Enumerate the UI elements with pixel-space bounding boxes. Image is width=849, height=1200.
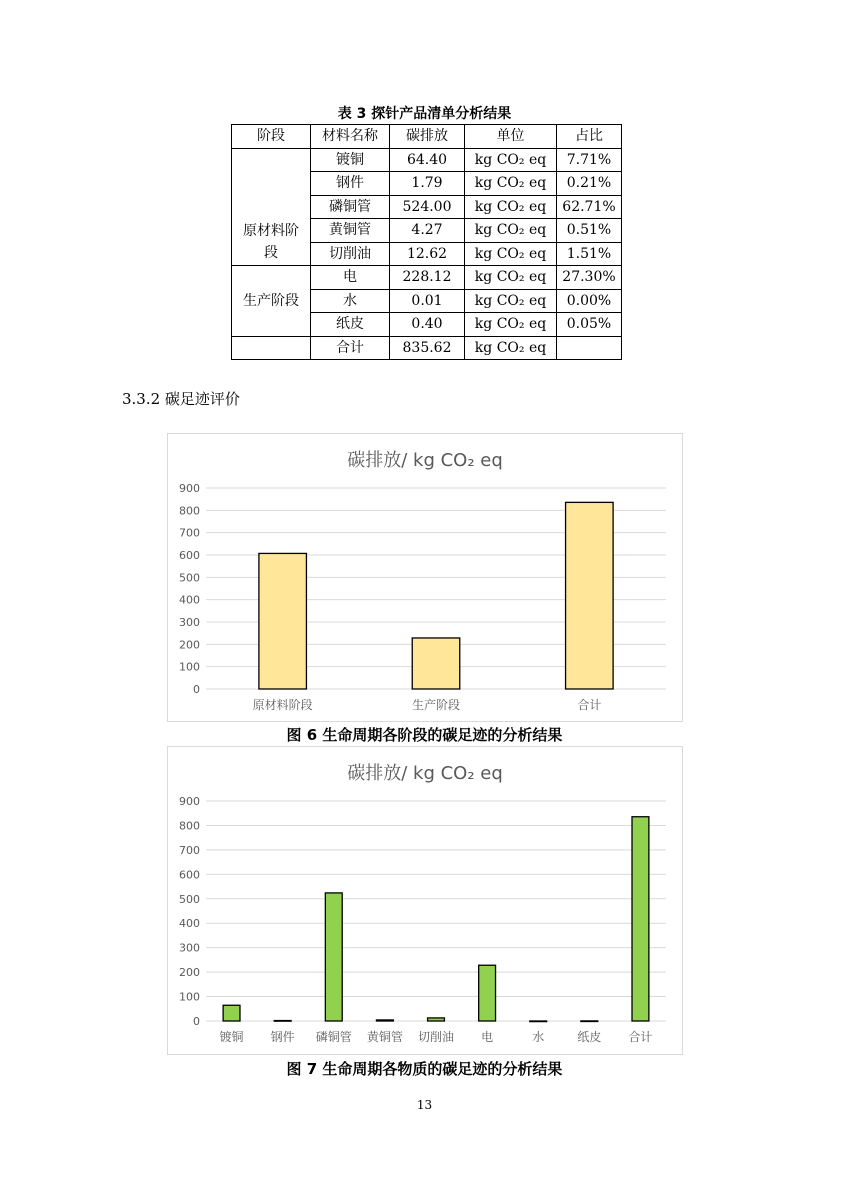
share-cell: 1.51% [557,242,622,266]
bar [223,1005,240,1021]
y-tick-label: 100 [179,990,200,1004]
y-tick-label: 200 [179,966,200,980]
header-cell: 阶段 [232,125,311,149]
section-heading: 3.3.2 碳足迹评价 [122,390,240,408]
x-tick-label: 合计 [628,1030,653,1044]
header-cell: 碳排放 [390,125,465,149]
unit-cell: kg CO₂ eq [465,313,557,337]
share-cell: 0.00% [557,289,622,313]
y-tick-label: 400 [179,917,200,931]
total-unit-cell: kg CO₂ eq [465,336,557,360]
stage-chart [167,433,683,722]
bar [632,817,649,1021]
total-material-cell: 合计 [311,336,390,360]
bar [428,1018,445,1021]
table-header-row [232,125,622,149]
material-cell: 钢件 [311,172,390,196]
y-tick-label: 500 [179,892,200,906]
x-tick-label: 纸皮 [577,1030,602,1044]
header-cell: 占比 [557,125,622,149]
emission-cell: 228.12 [390,266,465,290]
material-cell: 黄铜管 [311,219,390,243]
emission-cell: 524.00 [390,195,465,219]
share-cell: 27.30% [557,266,622,290]
unit-cell: kg CO₂ eq [465,148,557,172]
emission-cell: 1.79 [390,172,465,196]
share-cell: 0.05% [557,313,622,337]
total-share-cell [557,336,622,360]
y-tick-label: 700 [179,843,200,857]
x-tick-label: 切削油 [417,1030,455,1044]
total-emission-cell: 835.62 [390,336,465,360]
x-tick-label: 黄铜管 [366,1030,403,1044]
material-cell: 电 [311,266,390,290]
emission-cell: 12.62 [390,242,465,266]
stage-cell: 生产阶段 [232,266,311,337]
y-tick-label: 300 [179,616,200,629]
table-row [232,266,622,290]
material-cell: 镀铜 [311,148,390,172]
table-caption: 表 3 探针产品清单分析结果 [337,106,512,122]
y-tick-label: 600 [179,868,200,882]
x-tick-label: 生产阶段 [411,698,461,712]
total-row [232,336,622,360]
y-tick-label: 300 [179,941,200,955]
unit-cell: kg CO₂ eq [465,172,557,196]
chart-title: 碳排放/ kg CO₂ eq [347,763,503,784]
emission-cell: 0.01 [390,289,465,313]
bar [566,502,614,689]
inventory-table [231,124,622,360]
unit-cell: kg CO₂ eq [465,195,557,219]
share-cell: 62.71% [557,195,622,219]
y-tick-label: 700 [179,526,200,540]
unit-cell: kg CO₂ eq [465,242,557,266]
header-cell: 单位 [465,125,557,149]
x-tick-label: 磷铜管 [315,1030,352,1044]
y-tick-label: 800 [179,504,200,518]
y-tick-label: 900 [179,482,200,495]
stage-cell: 原材料阶段 [232,148,311,266]
bar [376,1020,393,1021]
stage-chart-svg [168,434,682,721]
bar [530,1021,547,1022]
unit-cell: kg CO₂ eq [465,289,557,313]
x-tick-label: 电 [481,1030,494,1044]
y-tick-label: 600 [179,549,200,562]
x-tick-label: 原材料阶段 [252,698,313,712]
share-cell: 0.21% [557,172,622,196]
x-tick-label: 镀铜 [219,1030,244,1044]
material-cell: 水 [311,289,390,313]
material-cell: 切削油 [311,242,390,266]
x-tick-label: 水 [532,1030,545,1044]
header-cell: 材料名称 [311,125,390,149]
emission-cell: 4.27 [390,219,465,243]
bar [325,893,342,1021]
material-chart [167,746,683,1055]
bar [259,553,307,689]
bar [412,638,460,689]
total-stage-cell [232,336,311,360]
y-tick-label: 100 [179,660,200,674]
material-cell: 磷铜管 [311,195,390,219]
material-cell: 纸皮 [311,313,390,337]
figure-6-caption: 图 6 生命周期各阶段的碳足迹的分析结果 [286,726,563,744]
unit-cell: kg CO₂ eq [465,266,557,290]
table-row [232,148,622,172]
material-chart-svg [168,747,682,1054]
y-tick-label: 0 [193,683,200,696]
y-tick-label: 400 [179,593,200,607]
figure-7-caption: 图 7 生命周期各物质的碳足迹的分析结果 [286,1060,563,1078]
y-tick-label: 800 [179,819,200,833]
page-number: 13 [416,1098,433,1112]
share-cell: 0.51% [557,219,622,243]
y-tick-label: 900 [179,795,200,808]
y-tick-label: 0 [193,1015,200,1028]
unit-cell: kg CO₂ eq [465,219,557,243]
x-tick-label: 合计 [577,698,602,712]
y-tick-label: 200 [179,638,200,652]
x-tick-label: 钢件 [270,1030,295,1044]
bar [274,1021,291,1022]
y-tick-label: 500 [179,571,200,585]
chart-title: 碳排放/ kg CO₂ eq [347,450,503,471]
bar [581,1021,598,1022]
bar [479,965,496,1021]
emission-cell: 64.40 [390,148,465,172]
share-cell: 7.71% [557,148,622,172]
emission-cell: 0.40 [390,313,465,337]
